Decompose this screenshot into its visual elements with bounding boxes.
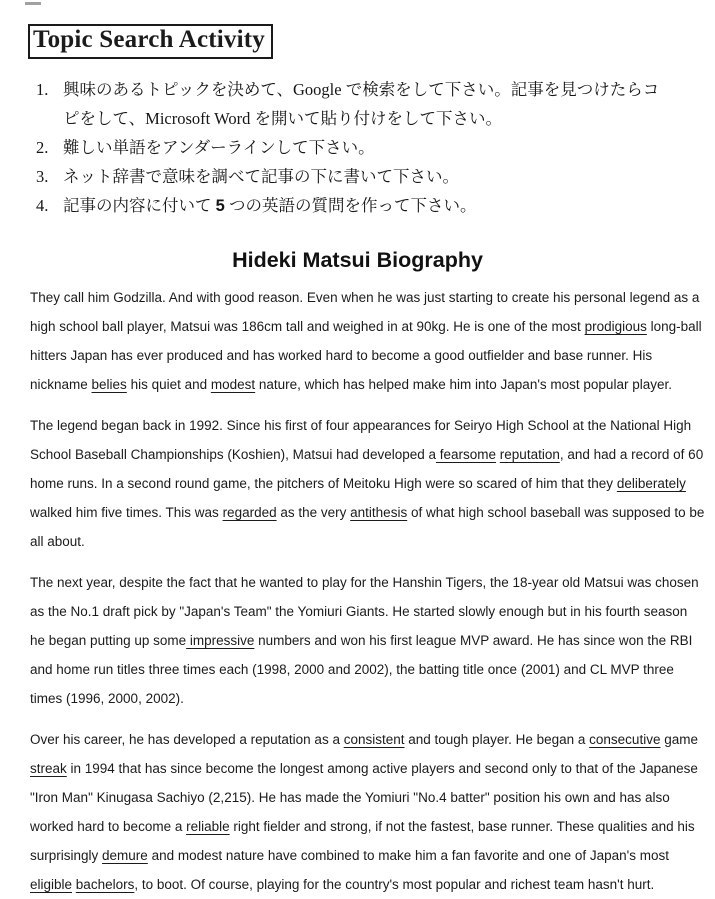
- article-paragraph-3: The next year, despite the fact that he wanted to play for the Hanshin Tigers, the 18-year old Matsui was chosen as the No.1 draft pick by "Japan's Team" the Yomiuri Giants. He started slowly enough but in his fourth season he began putting up some impressive numbers and won his first league MVP award. He has since won the RBI and home run titles three times each (1998, 2000 and 2002), the batting title once (2001) and CL MVP three times (1996, 2000, 2002).: [30, 574, 699, 706]
- instruction-text: ネット辞書で意味を調べて記事の下に書いて下さい。: [63, 166, 459, 186]
- instruction-item-1: [36, 75, 715, 133]
- article-heading: Hideki Matsui Biography: [232, 247, 483, 272]
- article-paragraph-2: The legend began back in 1992. Since his first of four appearances for Seiryo High School at the National High School Baseball Championships (Koshien), Matsui had developed a fearsome reputation, and had a record of 60 home runs. In a second round game, the pitchers of Meitoku High were so scared of him that they deliberately walked him five times. This was regarded as the very antithesis of what high school baseball was supposed to be all about.: [30, 417, 705, 549]
- instruction-number: 1.: [36, 79, 49, 99]
- article-body: [30, 283, 706, 899]
- instruction-item-3: [36, 162, 715, 191]
- instruction-item-4: [36, 191, 715, 221]
- instruction-text: 興味のあるトピックを決めて、Google で検索をして下さい。記事を見つけたらコピをして、Microsoft Word を開いて貼り付けをして下さい。: [63, 79, 660, 128]
- page-title: Topic Search Activity: [28, 24, 273, 59]
- article-paragraph-1: They call him Godzilla. And with good reason. Even when he was just starting to create his personal legend as a high school ball player, Matsui was 186cm tall and weighed in at 90kg. He is one of the most prodigious long-ball hitters Japan has ever produced and has worked hard to become a good outfielder and base runner. His nickname belies his quiet and modest nature, which has helped make him into Japan's most popular player.: [30, 289, 702, 392]
- article-paragraph-4: Over his career, he has developed a reputation as a consistent and tough player. He began a consecutive game streak in 1994 that has since become the longest among active players and second only to that of the Japanese "Iron Man" Kinugasa Sachiyo (2,215). He has made the Yomiuri "No.4 batter" position his own and has also worked hard to become a reliable right fielder and strong, if not the fastest, base runner. These qualities and his surprisingly demure and modest nature have combined to make him a fan favorite and one of Japan's most eligible bachelors, to boot. Of course, playing for the country's most popular and richest team hasn't hurt.: [30, 731, 698, 892]
- instruction-text: 難しい単語をアンダーラインして下さい。: [63, 137, 375, 157]
- instruction-list: [36, 75, 715, 221]
- instruction-text: 記事の内容に付いて 5 つの英語の質問を作って下さい。: [63, 195, 477, 215]
- scan-artifact: [25, 2, 41, 5]
- instruction-number: 2.: [36, 137, 49, 157]
- instruction-item-2: [36, 133, 715, 162]
- instruction-number: 4.: [36, 195, 49, 215]
- instruction-number: 3.: [36, 166, 49, 186]
